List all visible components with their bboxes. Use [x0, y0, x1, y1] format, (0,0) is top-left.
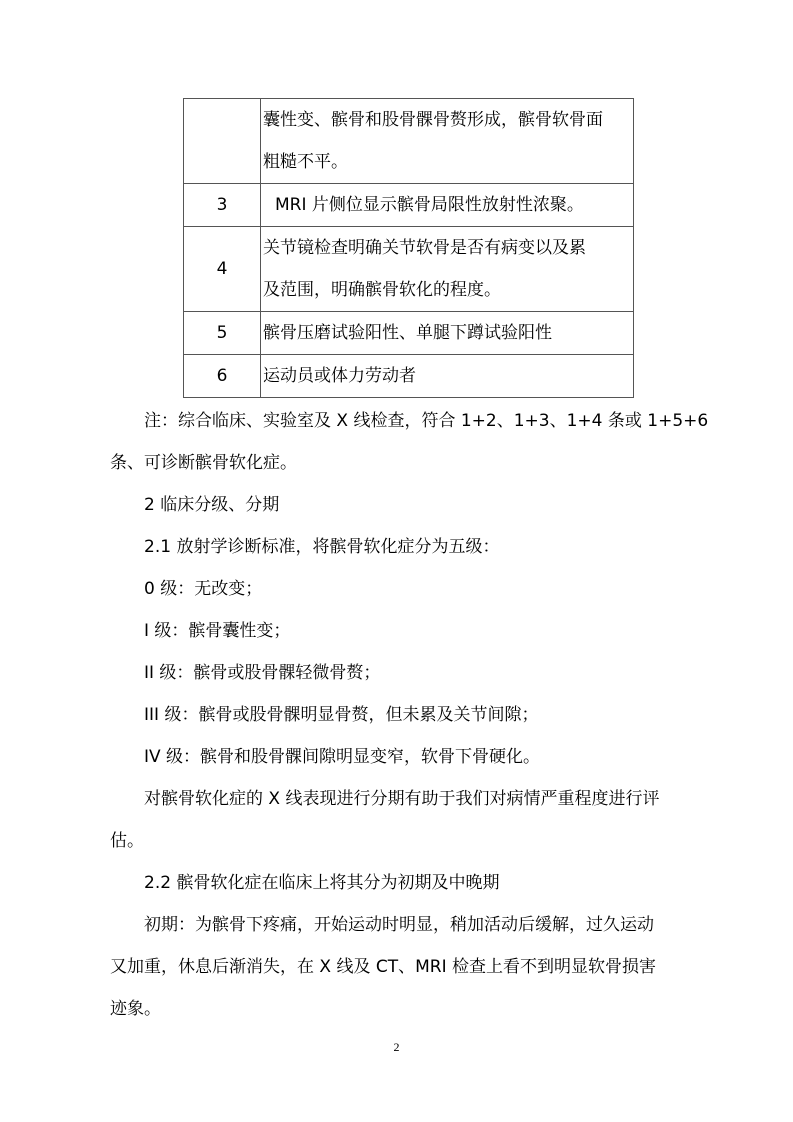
row-text-line: MRI 片侧位显示髌骨局限性放射性浓聚。 — [275, 195, 584, 215]
grade-4: IV 级：髌骨和股骨髁间隙明显变窄，软骨下骨硬化。 — [144, 747, 541, 767]
section-2-heading: 2 临床分级、分期 — [144, 495, 280, 515]
grade-3: III 级：髌骨或股骨髁明显骨赘，但未累及关节间隙； — [144, 705, 539, 725]
row-text-line: 运动员或体力劳动者 — [263, 366, 416, 386]
row-text — [261, 227, 634, 312]
row-text — [261, 355, 634, 398]
row-text — [261, 312, 634, 355]
note-line: 注：综合临床、实验室及 X 线检查，符合 1+2、1+3、1+4 条或 1+5+6 — [144, 411, 709, 431]
grade-2: II 级：髌骨或股骨髁轻微骨赘； — [144, 663, 381, 683]
page-number: 2 — [393, 1040, 400, 1054]
grade-1: I 级：髌骨囊性变； — [144, 621, 291, 641]
early-stage-line: 迹象。 — [110, 999, 161, 1019]
row-text-line: 关节镜检查明确关节软骨是否有病变以及累 — [263, 238, 586, 258]
staging-line: 估。 — [110, 831, 144, 851]
early-stage-line: 又加重，休息后渐消失，在 X 线及 CT、MRI 检查上看不到明显软骨损害 — [110, 957, 657, 977]
table-row — [184, 312, 634, 355]
table-row — [184, 355, 634, 398]
grade-0: 0 级：无改变； — [144, 579, 263, 599]
row-text — [261, 99, 634, 184]
row-text-line: 髌骨压磨试验阳性、单腿下蹲试验阳性 — [263, 323, 552, 343]
early-stage-paragraph — [110, 904, 710, 1030]
row-text-line: 及范围，明确髌骨软化的程度。 — [263, 280, 501, 300]
note-line: 条、可诊断髌骨软化症。 — [110, 453, 297, 473]
row-text-line: 粗糙不平。 — [263, 152, 348, 172]
row-number: 5 — [184, 312, 261, 355]
diagnostic-criteria-table — [183, 98, 634, 398]
table-row — [184, 99, 634, 184]
row-number — [184, 99, 261, 184]
early-stage-line: 初期：为髌骨下疼痛，开始运动时明显，稍加活动后缓解，过久运动 — [144, 915, 654, 935]
staging-paragraph — [110, 778, 710, 862]
table-row — [184, 184, 634, 227]
row-text — [261, 184, 634, 227]
note-paragraph — [110, 400, 710, 484]
row-text-line: 囊性变、髌骨和股骨髁骨赘形成，髌骨软骨面 — [263, 110, 603, 130]
row-number: 6 — [184, 355, 261, 398]
section-2-2-heading: 2.2 髌骨软化症在临床上将其分为初期及中晚期 — [144, 873, 500, 893]
row-number: 4 — [184, 227, 261, 312]
section-2-1-heading: 2.1 放射学诊断标准，将髌骨软化症分为五级： — [144, 537, 500, 557]
table-row — [184, 227, 634, 312]
staging-line: 对髌骨软化症的 X 线表现进行分期有助于我们对病情严重程度进行评 — [144, 789, 660, 809]
row-number: 3 — [184, 184, 261, 227]
